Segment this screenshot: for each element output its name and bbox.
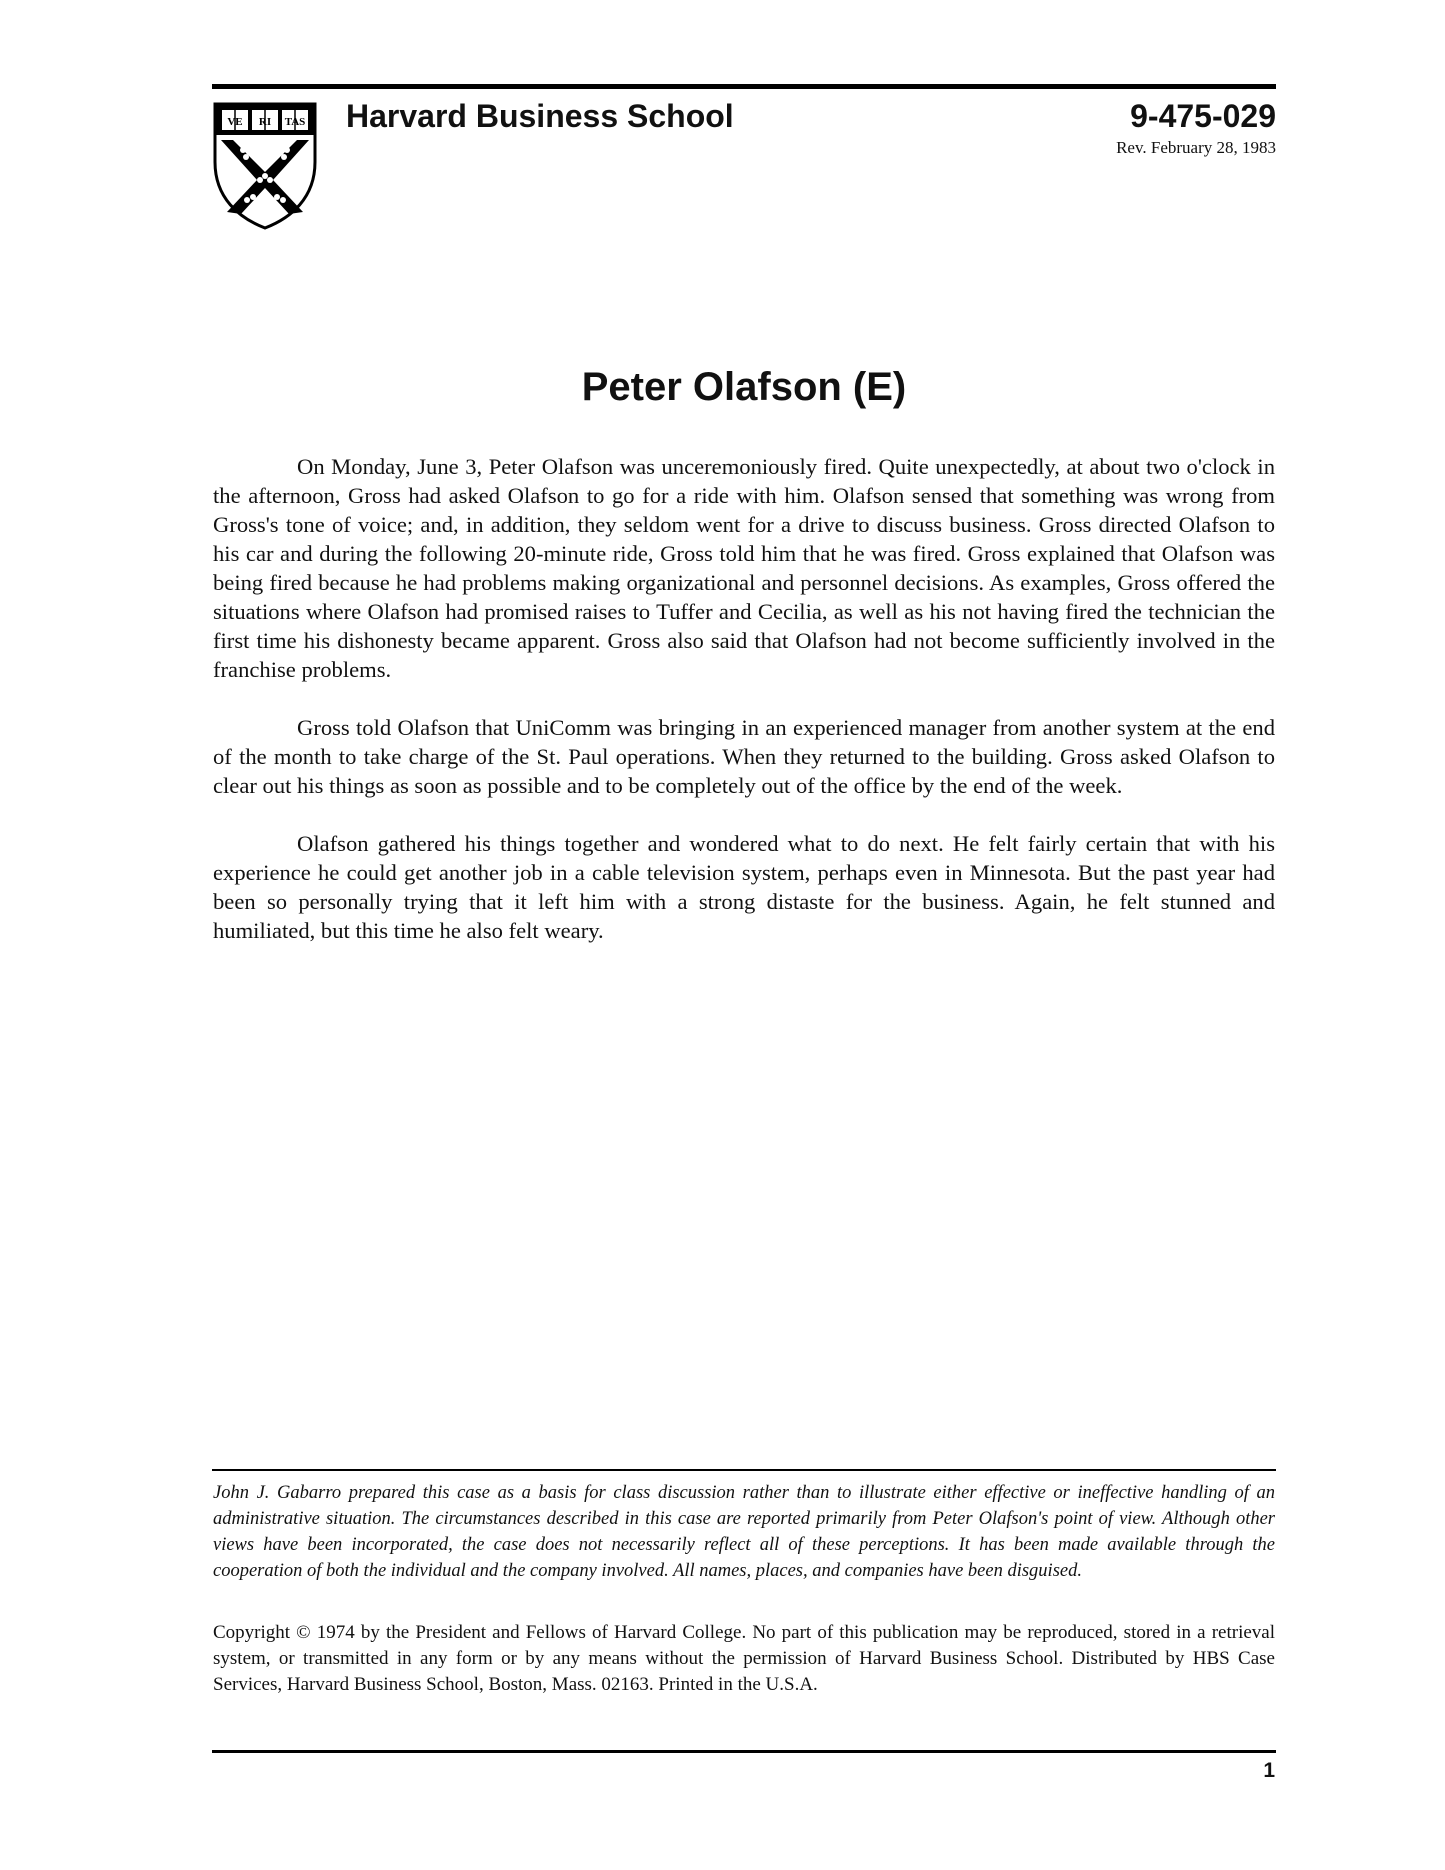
school-name: Harvard Business School	[346, 98, 734, 134]
seal-motto-ri: RI	[258, 116, 272, 128]
revision-date: Rev. February 28, 1983	[1116, 138, 1276, 157]
header-rule	[212, 84, 1276, 89]
footer-rule	[212, 1750, 1276, 1753]
document-title: Peter Olafson (E)	[581, 365, 907, 409]
case-body	[213, 452, 1275, 974]
seal-motto-tas: TAS	[284, 116, 306, 128]
body-paragraph: Olafson gathered his things together and wondered what to do next. He felt fairly certain that with his experience he could get another job in a cable television system, perhaps even in Minnesota. But the past year had been so personally trying that it left him with a strong distaste for the business. Again, he felt stunned and humiliated, but this time he also felt weary.	[213, 831, 1275, 943]
harvard-shield-icon	[213, 100, 317, 230]
page-number: 1	[1263, 1759, 1275, 1782]
copyright-notice: Copyright © 1974 by the President and Fellows of Harvard College. No part of this publication may be reproduced, stored in a retrieval system, or transmitted in any form or by any means without the permission of Harvard Business School. Distributed by HBS Case Services, Harvard Business School, Boston, Mass. 02163. Printed in the U.S.A.	[213, 1622, 1275, 1695]
body-paragraph: Gross told Olafson that UniComm was bringing in an experienced manager from another system at the end of the month to take charge of the St. Paul operations. When they returned to the building. Gross asked Olafson to clear out his things as soon as possible and to be completely out of the office by the end of the week.	[213, 715, 1275, 798]
author-footnote: John J. Gabarro prepared this case as a basis for class discussion rather than to illustrate either effective or ineffective handling of an administrative situation. The circumstances described in this case are reported primarily from Peter Olafson's point of view. Although other views have been incorporated, the case does not necessarily reflect all of these perceptions. It has been made available through the cooperation of both the individual and the company involved. All names, places, and companies have been disguised.	[213, 1483, 1275, 1581]
body-paragraph: On Monday, June 3, Peter Olafson was unceremoniously fired. Quite unexpectedly, at about two o'clock in the afternoon, Gross had asked Olafson to go for a ride with him. Olafson sensed that something was wrong from Gross's tone of voice; and, in addition, they seldom went for a drive to discuss business. Gross directed Olafson to his car and during the following 20-minute ride, Gross told him that he was fired. Gross explained that Olafson was being fired because he had problems making organizational and personnel decisions. As examples, Gross offered the situations where Olafson had promised raises to Tuffer and Cecilia, as well as his not having fired the technician the first time his dishonesty became apparent. Gross also said that Olafson had not become sufficiently involved in the franchise problems.	[213, 454, 1275, 682]
case-number: 9-475-029	[1130, 98, 1276, 134]
footnote-rule	[212, 1469, 1276, 1471]
seal-motto-ve: VE	[227, 116, 243, 128]
